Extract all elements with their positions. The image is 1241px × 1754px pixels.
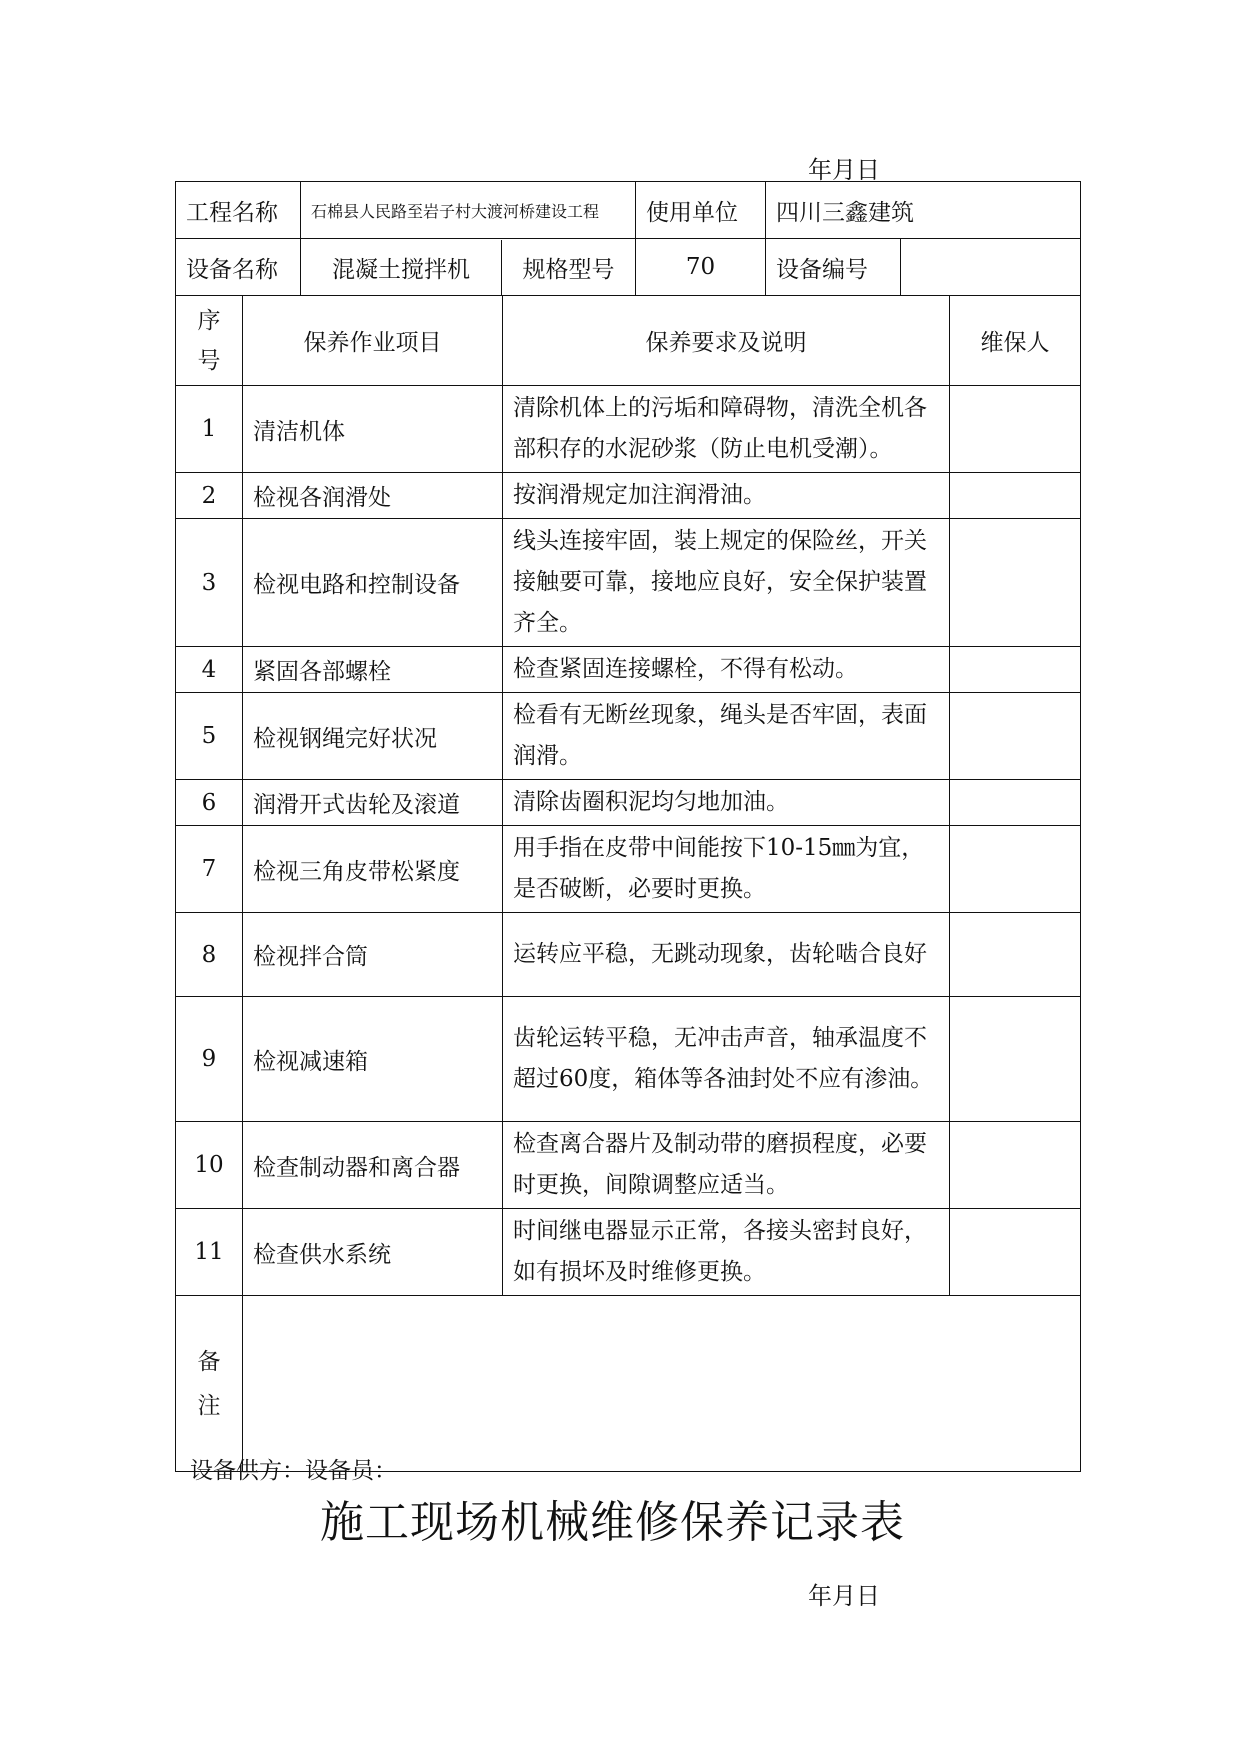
row-item: 检视减速箱 [243, 997, 503, 1122]
equipment-no-label: 设备编号 [766, 239, 901, 296]
row-item: 检查供水系统 [243, 1209, 503, 1296]
row-maintainer [950, 386, 1081, 473]
header-row-project [176, 182, 1081, 239]
row-maintainer [950, 1209, 1081, 1296]
row-maintainer [950, 780, 1081, 826]
table-row [176, 997, 1081, 1122]
table-row [176, 826, 1081, 913]
row-seq: 2 [176, 473, 243, 519]
use-unit-value: 四川三鑫建筑 [766, 182, 1081, 239]
row-item: 清洁机体 [243, 386, 503, 473]
equipment-name-value: 混凝土搅拌机 [301, 240, 502, 295]
remark-row [176, 1296, 1081, 1472]
row-maintainer [950, 647, 1081, 693]
use-unit-label: 使用单位 [636, 182, 766, 239]
row-item: 检视拌合筒 [243, 913, 503, 997]
row-maintainer [950, 997, 1081, 1122]
col-seq: 序号 [176, 296, 243, 386]
date-top: 年月日 [808, 156, 880, 184]
equipment-name-label: 设备名称 [176, 239, 301, 296]
equipment-no-value [901, 239, 1081, 296]
row-requirement: 清除齿圈积泥均匀地加油。 [503, 780, 950, 826]
row-maintainer [950, 473, 1081, 519]
row-item: 紧固各部螺栓 [243, 647, 503, 693]
table-row [176, 386, 1081, 473]
row-requirement: 检查紧固连接螺栓，不得有松动。 [503, 647, 950, 693]
row-item: 检查制动器和离合器 [243, 1122, 503, 1209]
row-requirement: 齿轮运转平稳，无冲击声音，轴承温度不超过60度，箱体等各油封处不应有渗油。 [503, 997, 950, 1122]
table-row [176, 1122, 1081, 1209]
table-row [176, 913, 1081, 997]
header-row-equipment [176, 239, 1081, 296]
row-maintainer [950, 826, 1081, 913]
row-seq: 8 [176, 913, 243, 997]
row-maintainer [950, 1122, 1081, 1209]
row-maintainer [950, 693, 1081, 780]
table-row [176, 693, 1081, 780]
row-seq: 4 [176, 647, 243, 693]
table-row [176, 519, 1081, 647]
page-title: 施工现场机械维修保养记录表 [320, 1497, 905, 1548]
column-header-row [176, 296, 1081, 386]
row-requirement: 线头连接牢固，装上规定的保险丝，开关接触要可靠，接地应良好，安全保护装置齐全。 [503, 519, 950, 647]
row-seq: 3 [176, 519, 243, 647]
row-seq: 10 [176, 1122, 243, 1209]
table-row [176, 647, 1081, 693]
row-requirement: 检查离合器片及制动带的磨损程度，必要时更换，间隙调整应适当。 [503, 1122, 950, 1209]
footer-signatures: 设备供方：设备员： [190, 1458, 397, 1484]
row-maintainer [950, 913, 1081, 997]
row-requirement: 运转应平稳，无跳动现象，齿轮啮合良好 [503, 913, 950, 997]
date-bottom: 年月日 [808, 1582, 880, 1610]
row-requirement: 检看有无断丝现象，绳头是否牢固，表面润滑。 [503, 693, 950, 780]
col-item: 保养作业项目 [243, 296, 503, 386]
row-seq: 5 [176, 693, 243, 780]
row-item: 检视电路和控制设备 [243, 519, 503, 647]
row-item: 检视三角皮带松紧度 [243, 826, 503, 913]
col-maintainer: 维保人 [950, 296, 1081, 386]
remark-label: 备注 [176, 1296, 243, 1472]
model-value: 70 [636, 239, 766, 296]
remark-value [243, 1296, 1081, 1472]
col-requirement: 保养要求及说明 [503, 296, 950, 386]
project-name-label: 工程名称 [176, 182, 301, 239]
maintenance-table [175, 295, 1081, 1472]
row-item: 润滑开式齿轮及滚道 [243, 780, 503, 826]
project-name-value: 石棉县人民路至岩子村大渡河桥建设工程 [301, 182, 636, 239]
row-seq: 11 [176, 1209, 243, 1296]
row-seq: 9 [176, 997, 243, 1122]
row-maintainer [950, 519, 1081, 647]
table-row [176, 1209, 1081, 1296]
row-seq: 6 [176, 780, 243, 826]
row-requirement: 用手指在皮带中间能按下10-15㎜为宜，是否破断，必要时更换。 [503, 826, 950, 913]
header-table [175, 181, 1081, 296]
model-label: 规格型号 [522, 256, 615, 283]
row-requirement: 时间继电器显示正常，各接头密封良好，如有损坏及时维修更换。 [503, 1209, 950, 1296]
row-item: 检视各润滑处 [243, 473, 503, 519]
row-item: 检视钢绳完好状况 [243, 693, 503, 780]
table-row [176, 780, 1081, 826]
row-requirement: 按润滑规定加注润滑油。 [503, 473, 950, 519]
table-row [176, 473, 1081, 519]
row-seq: 1 [176, 386, 243, 473]
row-requirement: 清除机体上的污垢和障碍物，清洗全机各部积存的水泥砂浆（防止电机受潮）。 [503, 386, 950, 473]
row-seq: 7 [176, 826, 243, 913]
